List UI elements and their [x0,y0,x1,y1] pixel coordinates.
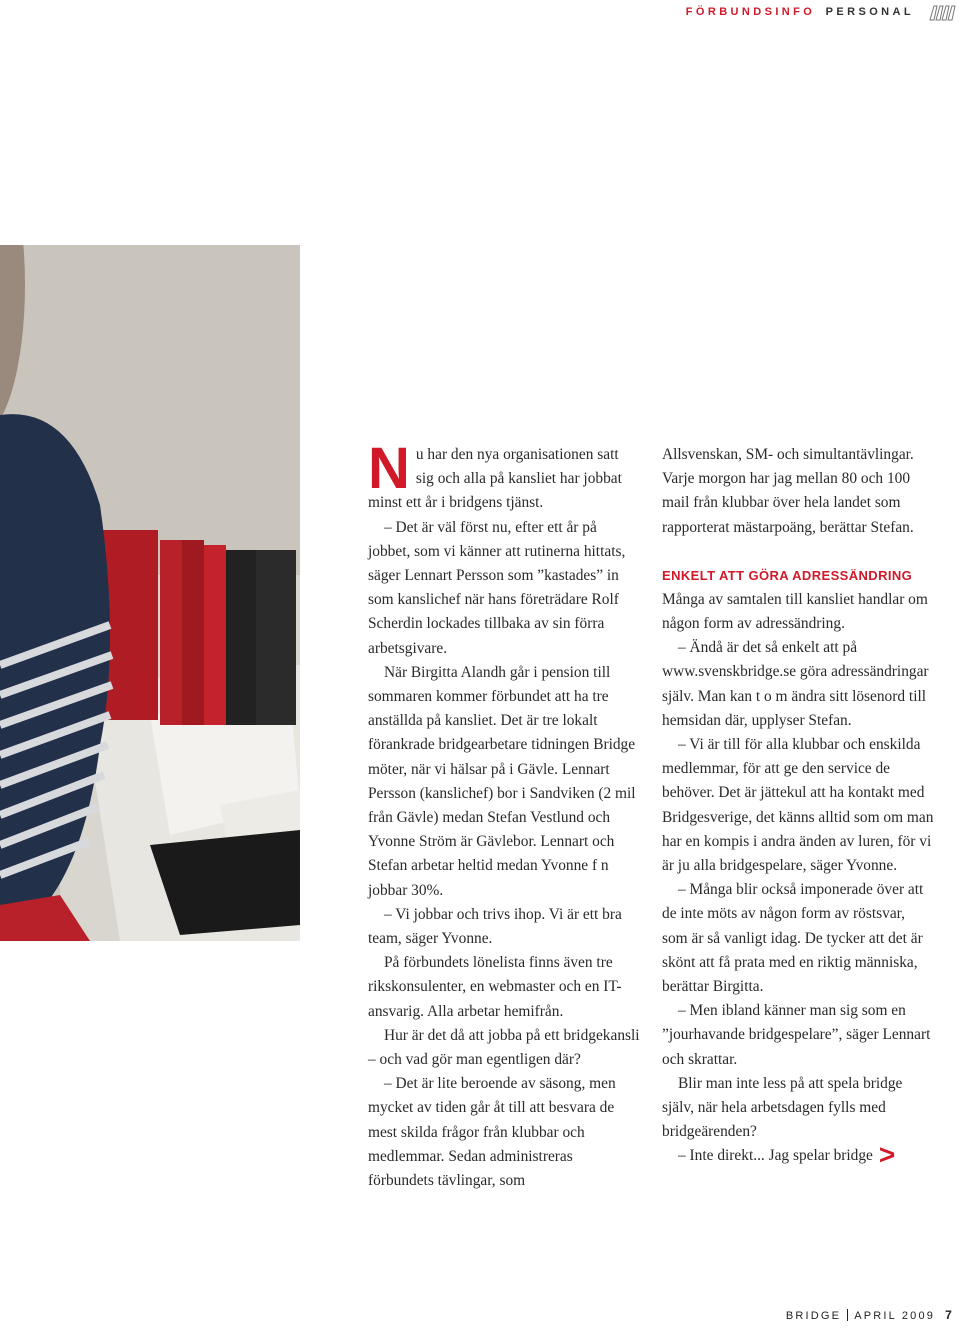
column-2-intro: Allsvenskan, SM- och simultantävlingar. Varje morgon har jag mellan 80 och 100 mail från klubbar över hela landet som rapporterat mästarpoäng, berättar Stefan. [662,446,914,536]
paragraph: – Det är lite beroende av säsong, men mycket av tiden går åt till att besvara de mest skilda frågor från klubbar och medlemmar. Sedan administreras förbundets tävlingar, som [368,1075,616,1190]
section-label: FÖRBUNDSINFO [685,6,816,18]
paragraph: När Birgitta Alandh går i pension till sommaren kommer förbundet att ha tre anställda på kansliet. Det är tre lokalt förankrade bridgearbetare tidningen Bridge möter, när vi hälsar på i Gävle. Lennart Persson (kanslichef) bor i Sandviken (2 mil från Gävle) medan Stefan Vestlund och Yvonne Ström är Gävlebor. Lennart och Stefan arbetar heltid medan Yvonne f n jobbar 30%. [368,663,636,899]
footer-divider [847,1309,848,1321]
paragraph: – Men ibland känner man sig som en ”jourhavande bridgespelare”, säger Lennart och skrattar. [662,1002,931,1068]
page-number: 7 [945,1308,954,1322]
bridge-logo-icon [928,2,956,24]
column-1-body [368,436,640,1193]
continue-arrow-icon: > [878,1139,896,1171]
issue-date: APRIL 2009 [854,1310,936,1322]
article-column-1 [368,436,640,1193]
paragraph: – Vi är till för alla klubbar och enskilda medlemmar, för att ge den service de behöver. Det är jättekul att ha kontakt med Bridgesverige, det känns alltid som om man har en kompis i andra änden av luren, för vi är ju alla bridgespelare, säger Yvonne. [662,736,934,875]
office-photo [0,245,300,941]
paragraph: – Det är väl först nu, efter ett år på jobbet, som vi känner att rutinerna hittats, säger Lennart Persson som ”kastades” in som kanslichef när hans företrädare Rolf Scherdin lockades tillbaka av sin förra arbetsgivare. [368,518,626,657]
article-column-2 [662,443,934,1169]
paragraph: Hur är det då att jobba på ett bridgekansli – och vad gör man egentligen där? [368,1026,640,1069]
dropcap: N [368,436,410,501]
column-2-body [662,588,934,1145]
subheading: ENKELT ATT GÖRA ADRESSÄNDRING [662,567,913,583]
paragraph: – Många blir också imponerade över att de inte möts av någon form av röstsvar, som är så vanligt idag. De tycker att det är skönt att få prata med en riktig människa, berättar Birgitta. [662,881,924,996]
paragraph: u har den nya organisationen satt sig och alla på kansliet har jobbat minst ett år i bridgens tjänst. [368,446,622,512]
closing-paragraph [662,1139,934,1171]
magazine-name: BRIDGE [785,1310,842,1322]
page-header [686,6,914,18]
paragraph: Blir man inte less på att spela bridge själv, när hela arbetsdagen fylls med bridgeärenden? [662,1074,903,1141]
paragraph: Många av samtalen till kansliet handlar om någon form av adressändring. [662,590,928,633]
closing-line: – Inte direkt... Jag spelar bridge [678,1147,873,1165]
page-footer [786,1308,954,1322]
paragraph: – Ändå är det så enkelt att på www.svenskbridge.se göra adressändringar själv. Man kan t o m ändra sitt lösenord till hemsidan där, upplyser Stefan. [662,639,929,729]
paragraph: – Vi jobbar och trivs ihop. Vi är ett bra team, säger Yvonne. [368,905,622,948]
subsection-label: PERSONAL [825,6,914,18]
paragraph: På förbundets lönelista finns även tre rikskonsulenter, en webmaster och en IT-ansvarig. Alla arbetar hemifrån. [368,954,622,1020]
